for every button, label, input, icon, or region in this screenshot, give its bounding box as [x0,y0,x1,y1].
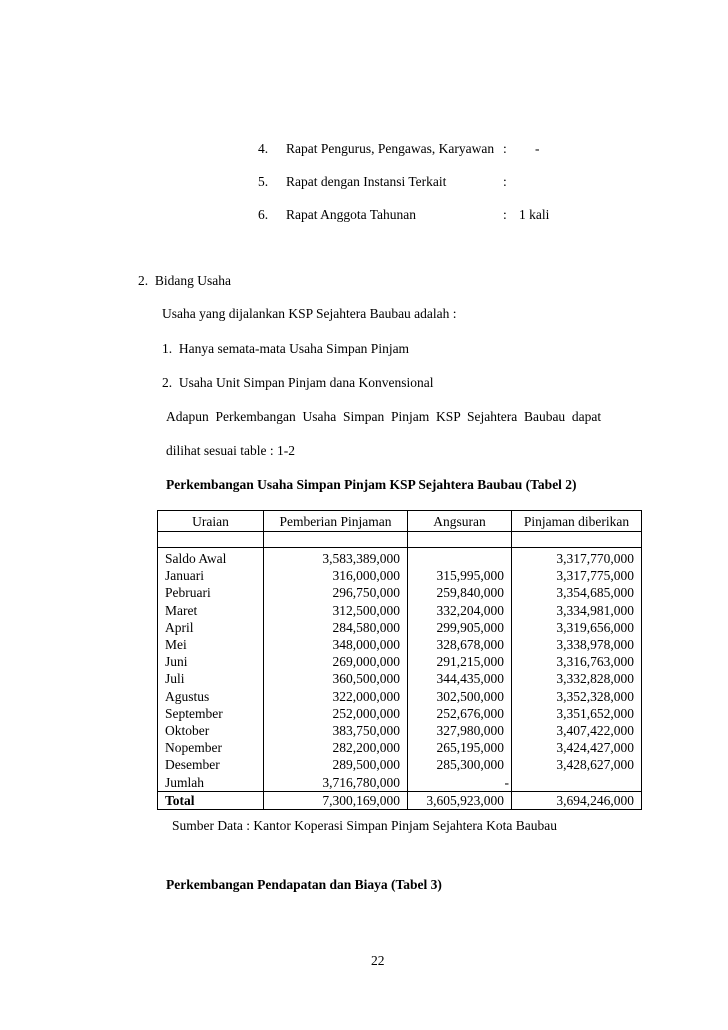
table-cell: 316,000,000 [264,567,408,584]
table-cell: 259,840,000 [408,584,512,601]
table-cell: 291,215,000 [408,653,512,670]
table-cell: 289,500,000 [264,756,408,773]
table-row [158,636,642,653]
table-cell: 3,352,328,000 [512,688,642,705]
table-row [158,602,642,619]
table-cell: 3,316,763,000 [512,653,642,670]
meeting-colon: : [503,207,507,222]
table-row-label: Jumlah [158,773,264,791]
table-cell: 312,500,000 [264,602,408,619]
table-cell: 3,354,685,000 [512,584,642,601]
table-row-label: Pebruari [158,584,264,601]
table-total-cell: 3,694,246,000 [512,791,642,809]
table-row-label: Juli [158,670,264,687]
table-row [158,739,642,756]
table-header-row [158,511,642,532]
table-total-cell: 7,300,169,000 [264,791,408,809]
table-row [158,567,642,584]
meeting-label: Rapat dengan Instansi Terkait [286,174,447,189]
table-cell: 3,583,389,000 [264,548,408,568]
table-cell: 3,317,770,000 [512,548,642,568]
table-cell: 3,317,775,000 [512,567,642,584]
paragraph-line: Adapun Perkembangan Usaha Simpan Pinjam KSP Sejahtera Baubau dapat [166,409,602,424]
table-cell: 3,334,981,000 [512,602,642,619]
table-total-cell: 3,605,923,000 [408,791,512,809]
table-cell: 328,678,000 [408,636,512,653]
table-row-label: Maret [158,602,264,619]
loan-table [157,510,642,810]
table-cell: 3,319,656,000 [512,619,642,636]
table-row-label: Saldo Awal [158,548,264,568]
table3-title: Perkembangan Pendapatan dan Biaya (Tabel 3) [166,877,442,892]
table-cell: 3,332,828,000 [512,670,642,687]
table-row [158,722,642,739]
page-number: 22 [371,953,385,968]
business-list-item: 2. Usaha Unit Simpan Pinjam dana Konvensional [162,375,434,390]
table-cell: - [408,773,512,791]
table-cell: 3,407,422,000 [512,722,642,739]
table-row-label: Mei [158,636,264,653]
table-cell: 3,424,427,000 [512,739,642,756]
table-cell: 265,195,000 [408,739,512,756]
table-cell: 296,750,000 [264,584,408,601]
section-heading: 2. Bidang Usaha [138,273,231,288]
table-cell: 327,980,000 [408,722,512,739]
table-row-label: Januari [158,567,264,584]
meeting-label: Rapat Anggota Tahunan [286,207,417,222]
table-header-cell: Pinjaman diberikan [512,511,642,532]
meeting-item-4 [0,141,728,161]
table-row-label: September [158,705,264,722]
table-row [158,619,642,636]
table-cell: 383,750,000 [264,722,408,739]
meeting-label: Rapat Pengurus, Pengawas, Karyawan [286,141,495,156]
business-list-item: 1. Hanya semata-mata Usaha Simpan Pinjam [162,341,410,356]
meeting-number: 5. [258,174,269,189]
meeting-number: 4. [258,141,269,156]
table-cell: 284,580,000 [264,619,408,636]
table-row-label: April [158,619,264,636]
table-row [158,756,642,773]
table-row [158,705,642,722]
table-cell: 252,000,000 [264,705,408,722]
table-cell: 3,716,780,000 [264,773,408,791]
paragraph-line: dilihat sesuai table : 1-2 [166,443,295,458]
table2-source: Sumber Data : Kantor Koperasi Simpan Pinjam Sejahtera Kota Baubau [172,818,558,833]
table-cell: 348,000,000 [264,636,408,653]
meeting-item-5 [0,174,728,194]
table-header-cell: Angsuran [408,511,512,532]
table-row [158,584,642,601]
table-cell: 252,676,000 [408,705,512,722]
section-intro: Usaha yang dijalankan KSP Sejahtera Baubau adalah : [162,306,457,321]
meeting-value: - [535,141,540,156]
table-cell [408,548,512,568]
meeting-number: 6. [258,207,269,222]
meeting-colon: : [503,141,507,156]
table-cell: 302,500,000 [408,688,512,705]
table-row-label: Agustus [158,688,264,705]
table-row [158,670,642,687]
table-cell: 269,000,000 [264,653,408,670]
table-cell: 3,351,652,000 [512,705,642,722]
table-total-label: Total [158,791,264,809]
table-cell [512,773,642,791]
table-cell: 285,300,000 [408,756,512,773]
table-cell: 282,200,000 [264,739,408,756]
meeting-colon: : [503,174,507,189]
table-row-label: Nopember [158,739,264,756]
table2-title: Perkembangan Usaha Simpan Pinjam KSP Sejahtera Baubau (Tabel 2) [166,477,577,492]
table-cell: 322,000,000 [264,688,408,705]
table-row [158,773,642,791]
table-cell: 332,204,000 [408,602,512,619]
table-total-row [158,791,642,809]
table-row-label: Juni [158,653,264,670]
meeting-item-6 [0,207,728,227]
table-spacer-row [158,532,642,548]
table-cell: 344,435,000 [408,670,512,687]
table-header-cell: Uraian [158,511,264,532]
table-row-label: Desember [158,756,264,773]
table-cell: 299,905,000 [408,619,512,636]
table-row [158,653,642,670]
table-cell: 315,995,000 [408,567,512,584]
table-cell: 3,338,978,000 [512,636,642,653]
table-row-label: Oktober [158,722,264,739]
table-cell: 360,500,000 [264,670,408,687]
meeting-value: 1 kali [519,207,550,222]
table-cell: 3,428,627,000 [512,756,642,773]
table-header-cell: Pemberian Pinjaman [264,511,408,532]
table-row [158,688,642,705]
table-row [158,548,642,568]
